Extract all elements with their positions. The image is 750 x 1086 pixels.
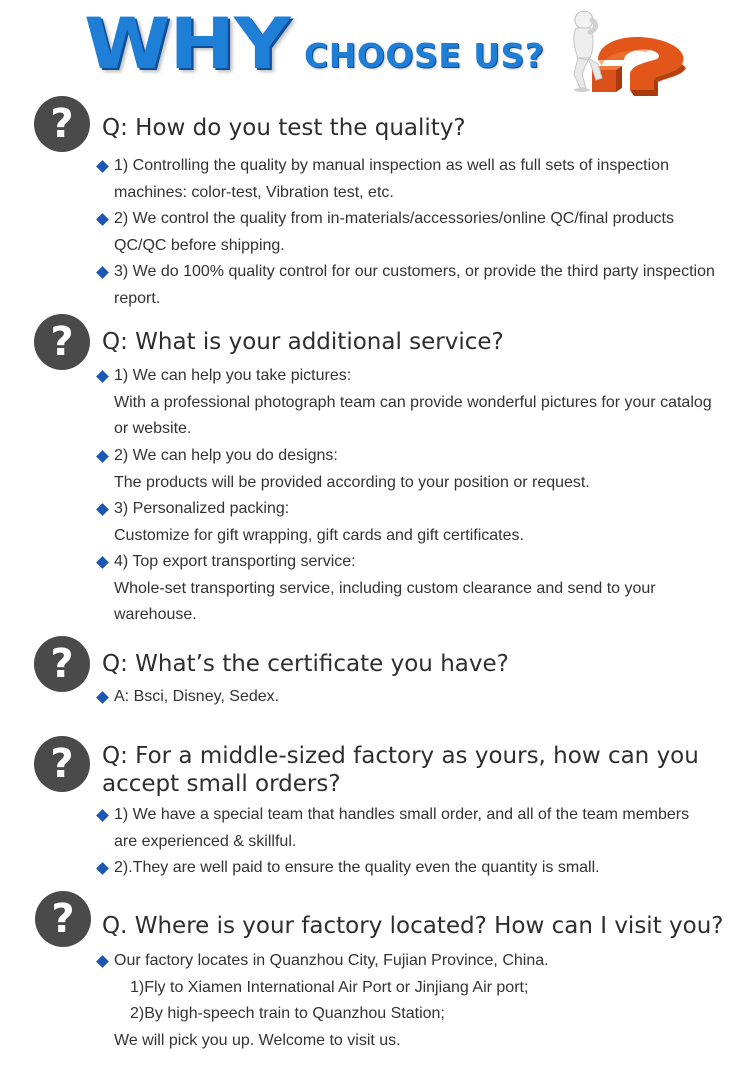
question-mark-icon: ?	[34, 636, 90, 692]
question-mark-icon: ?	[34, 314, 90, 370]
list-item	[96, 496, 716, 549]
item-detail: Customize for gift wrapping, gift cards and gift certificates.	[114, 526, 524, 544]
item-text: A: Bsci, Disney, Sedex.	[114, 688, 280, 705]
list-item	[96, 153, 716, 206]
list-item	[96, 855, 716, 882]
list-item	[96, 684, 716, 711]
thinking-figure-question-mark-icon	[554, 4, 688, 98]
list-item	[96, 443, 716, 496]
section-title: Q: How do you test the quality?	[102, 115, 466, 141]
section-title: Q. Where is your factory located? How can I visit you?	[102, 913, 724, 939]
list-item	[96, 802, 716, 855]
section-title: Q: For a middle-sized factory as yours, how can you accept small orders?	[102, 743, 699, 797]
item-text: 1) We have a special team that handles small order, and all of the team members are experienced & skillful.	[114, 806, 690, 850]
banner-why-text: WHY	[84, 3, 290, 85]
visit-step: 2)By high-speech train to Quanzhou Station;	[130, 1005, 445, 1023]
section-title: Q: What is your additional service?	[102, 329, 504, 355]
list-item	[96, 549, 716, 629]
banner	[78, 0, 688, 100]
item-text: Our factory locates in Quanzhou City, Fujian Province, China.	[114, 952, 549, 969]
item-detail: The products will be provided according to your position or request.	[114, 473, 590, 491]
item-closing: We will pick you up. Welcome to visit us.	[114, 1031, 401, 1049]
list-item	[96, 363, 716, 443]
list-item	[96, 948, 716, 1054]
question-mark-icon: ?	[34, 736, 90, 792]
section-title: Q: What’s the certificate you have?	[102, 651, 509, 677]
item-detail: With a professional photograph team can provide wonderful pictures for your catalog or website.	[114, 393, 712, 438]
item-text: 2) We control the quality from in-materials/accessories/online QC/final products QC/QC before shipping.	[114, 210, 674, 254]
item-text: 2) We can help you do designs:	[114, 447, 338, 464]
list-item	[96, 206, 716, 259]
banner-choose-text: CHOOSE US?	[304, 36, 545, 75]
item-text: 3) We do 100% quality control for our customers, or provide the third party inspection report.	[114, 263, 715, 307]
item-text: 2).They are well paid to ensure the quality even the quantity is small.	[114, 859, 600, 876]
question-mark-icon: ?	[35, 891, 91, 947]
question-mark-icon: ?	[34, 96, 90, 152]
item-text: 4) Top export transporting service:	[114, 553, 356, 570]
visit-step: 1)Fly to Xiamen International Air Port or Jinjiang Air port;	[130, 978, 529, 996]
list-item	[96, 259, 716, 312]
item-text: 1) We can help you take pictures:	[114, 367, 352, 384]
item-text: 1) Controlling the quality by manual inspection as well as full sets of inspection machines: color-test, Vibration test, etc.	[114, 157, 669, 201]
item-text: 3) Personalized packing:	[114, 500, 290, 517]
item-detail: Whole-set transporting service, including custom clearance and send to your warehouse.	[114, 579, 656, 624]
